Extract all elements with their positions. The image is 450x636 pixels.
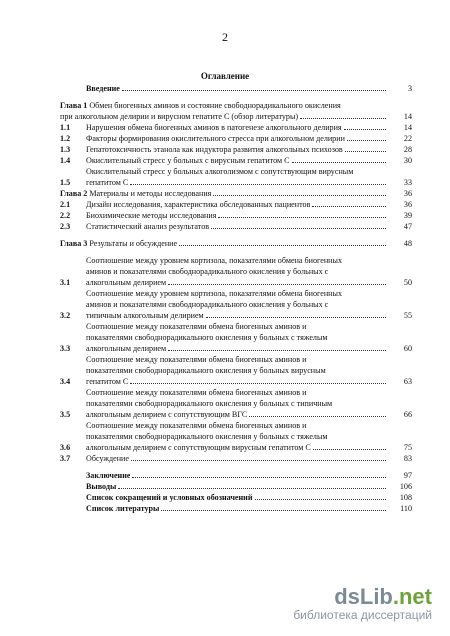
toc-entry-title: Выводы xyxy=(86,482,117,491)
dot-leader xyxy=(122,90,386,91)
dot-leader xyxy=(168,350,386,351)
dot-leader xyxy=(300,118,386,119)
toc-entry-page: 14 xyxy=(403,123,412,132)
chapter-label: Глава 2 xyxy=(60,189,88,198)
toc-entry-title: при алкогольном делирии и вирусном гепатите С (обзор литературы) xyxy=(60,112,299,121)
toc-entry xyxy=(60,210,412,221)
toc-entry-title xyxy=(60,188,211,199)
toc-entry-page: 97 xyxy=(403,471,412,480)
toc-entry-page: 39 xyxy=(403,211,412,220)
toc-entry xyxy=(60,354,412,387)
watermark-logo xyxy=(293,584,432,610)
toc-entry xyxy=(60,122,412,133)
toc-entry-page: 36 xyxy=(403,200,412,209)
watermark-logo-accent: .net xyxy=(392,584,432,609)
toc-entry xyxy=(60,492,412,503)
toc-entry-line: показателями свободнорадикального окисления у больных вирусным xyxy=(86,366,326,375)
toc-entry-number: 1.3 xyxy=(60,145,71,154)
toc-entry-title: Нарушения обмена биогенных аминов в патогенезе алкогольного делирия xyxy=(86,123,342,132)
toc-entry-line: аминов и показателями свободнорадикального окисления у больных с xyxy=(86,267,329,276)
toc-entry-line: показателями свободнорадикального окисления у больных с типичным xyxy=(86,399,333,408)
toc-entry-page: 110 xyxy=(400,504,412,513)
toc-entry-title: Дизайн исследования, характеристика обследованных пациентов xyxy=(86,200,311,209)
toc-entry-page: 108 xyxy=(399,493,412,502)
toc-entry-page: 106 xyxy=(399,482,412,491)
toc-entry-title: алкогольным делирием с сопутствующим ВГС xyxy=(86,410,248,419)
toc-entry xyxy=(60,470,412,481)
toc-entry-title: алкогольным делирием xyxy=(86,278,167,287)
toc-entry xyxy=(60,481,412,492)
watermark-subtitle: библиотека диссертаций xyxy=(293,608,432,622)
toc-entry-number: 1.4 xyxy=(60,156,71,165)
toc-entry-line: Соотношение между показателями обмена биогенных аминов и xyxy=(86,388,307,397)
toc-entry-number: 1.2 xyxy=(60,134,71,143)
dot-leader xyxy=(168,284,386,285)
toc-entry-page: 75 xyxy=(403,443,412,452)
chapter-title: Результаты и обсуждение xyxy=(87,239,178,248)
watermark-logo-main: dsLib xyxy=(334,584,393,609)
toc-entry xyxy=(60,133,412,144)
dot-leader xyxy=(130,383,386,384)
dot-leader xyxy=(255,499,387,500)
table-of-contents xyxy=(60,83,412,514)
toc-entry-page: 3 xyxy=(407,84,412,93)
toc-entry-number: 3.2 xyxy=(60,311,71,320)
chapter-title: Обмен биогенных аминов и состояние свободнорадикального окисления xyxy=(87,101,341,110)
toc-entry xyxy=(60,199,412,210)
dot-leader xyxy=(347,140,386,141)
toc-entry-page: 66 xyxy=(403,410,412,419)
toc-entry xyxy=(60,321,412,354)
toc-entry-page: 50 xyxy=(403,278,412,287)
toc-title: Оглавление xyxy=(200,71,250,81)
toc-entry-title: Гепатотоксичность этанола как индуктора развития алкогольных психозов xyxy=(86,145,343,154)
toc-entry-number: 3.3 xyxy=(60,344,71,353)
toc-entry-title: Заключение xyxy=(86,471,131,480)
toc-entry xyxy=(60,83,412,94)
toc-entry-number: 1.5 xyxy=(60,178,71,187)
toc-entry-page: 28 xyxy=(403,145,412,154)
toc-entry-title: алкогольным делирием с сопутствующим вирусным гепатитом С xyxy=(86,443,311,452)
toc-entry-page: 55 xyxy=(403,311,412,320)
toc-entry-page: 48 xyxy=(403,239,412,248)
toc-entry-title: Список сокращений и условных обозначений xyxy=(86,493,253,502)
toc-entry xyxy=(60,255,412,288)
toc-entry-page: 22 xyxy=(403,134,412,143)
toc-entry-page: 30 xyxy=(403,156,412,165)
toc-entry-number: 3.4 xyxy=(60,377,71,386)
dot-leader xyxy=(161,510,386,511)
toc-entry-number: 2.2 xyxy=(60,211,71,220)
dot-leader xyxy=(206,317,386,318)
dot-leader xyxy=(312,206,386,207)
toc-entry xyxy=(60,238,412,249)
toc-entry-line: Соотношение между показателями обмена биогенных аминов и xyxy=(86,421,307,430)
toc-entry-title: Статистический анализ результатов xyxy=(86,222,210,231)
toc-entry xyxy=(60,144,412,155)
chapter-label: Глава 3 xyxy=(60,239,88,248)
toc-entry-page: 83 xyxy=(403,454,412,463)
toc-entry-title: Обсуждение xyxy=(86,454,129,463)
dot-leader xyxy=(131,460,386,461)
dot-leader xyxy=(132,477,386,478)
dot-leader xyxy=(130,184,386,185)
page-number: 2 xyxy=(222,30,228,44)
toc-entry xyxy=(60,221,412,232)
chapter-label: Глава 1 xyxy=(60,101,88,110)
toc-entry xyxy=(60,420,412,453)
toc-entry-line: показателями свободнорадикального окисления у больных с тяжелым xyxy=(86,333,328,342)
toc-entry-number: 3.7 xyxy=(60,454,71,463)
toc-entry-title: Факторы формирования окислительного стресса при алкогольном делирии xyxy=(86,134,345,143)
toc-entry-number: 3.5 xyxy=(60,410,71,419)
toc-entry-page: 63 xyxy=(403,377,412,386)
toc-entry-line xyxy=(60,100,412,111)
toc-entry xyxy=(60,100,412,122)
toc-entry-title: гепатитом С xyxy=(86,377,129,386)
dot-leader xyxy=(213,195,386,196)
toc-entry-title: Биохимические методы исследования xyxy=(86,211,217,220)
dot-leader xyxy=(292,162,386,163)
toc-entry-number: 3.6 xyxy=(60,443,71,452)
toc-entry-title: алкогольным делирием xyxy=(86,344,167,353)
toc-entry-page: 60 xyxy=(403,344,412,353)
toc-entry-number: 3.1 xyxy=(60,278,71,287)
dot-leader xyxy=(249,416,386,417)
toc-entry-page: 36 xyxy=(403,189,412,198)
toc-entry xyxy=(60,503,412,514)
toc-entry-title: Введение xyxy=(86,84,120,93)
toc-entry-number: 2.1 xyxy=(60,200,71,209)
toc-entry-line: Соотношение между уровнем кортизола, показателями обмена биогенных xyxy=(86,289,342,298)
toc-entry xyxy=(60,188,412,199)
toc-entry xyxy=(60,155,412,166)
toc-entry-number: 1.1 xyxy=(60,123,71,132)
toc-entry xyxy=(60,387,412,420)
dot-leader xyxy=(211,228,386,229)
toc-entry xyxy=(60,453,412,464)
toc-entry-title: гепатитом С xyxy=(86,178,129,187)
toc-entry-title: типичным алкогольным делирием xyxy=(86,311,204,320)
dot-leader xyxy=(118,488,386,489)
toc-entry-line: Соотношение между показателями обмена биогенных аминов и xyxy=(86,355,307,364)
toc-entry-title: Список литературы xyxy=(86,504,160,513)
toc-entry xyxy=(60,288,412,321)
toc-entry-line: Соотношение между уровнем кортизола, показателями обмена биогенных xyxy=(86,256,342,265)
toc-entry-line: показателями свободнорадикального окисления у больных с тяжелым xyxy=(86,432,328,441)
dot-leader xyxy=(218,217,386,218)
dot-leader xyxy=(345,151,386,152)
dot-leader xyxy=(179,245,386,246)
dslib-watermark xyxy=(293,584,432,622)
toc-entry-page: 33 xyxy=(403,178,412,187)
toc-entry-line: аминов и показателями свободнорадикального окисления у больных с xyxy=(86,300,329,309)
toc-entry-line: Окислительный стресс у больных алкоголизмом с сопутствующим вирусным xyxy=(86,167,354,176)
toc-entry xyxy=(60,166,412,188)
toc-entry-number: 2.3 xyxy=(60,222,71,231)
chapter-title: Материалы и методы исследования xyxy=(87,189,212,198)
dot-leader xyxy=(313,449,386,450)
toc-entry-title: Окислительный стресс у больных с вирусным гепатитом С xyxy=(86,156,290,165)
toc-entry-page: 14 xyxy=(403,112,412,121)
toc-entry-page: 47 xyxy=(403,222,412,231)
dot-leader xyxy=(344,129,386,130)
toc-entry-title xyxy=(60,238,177,249)
toc-entry-line: Соотношение между показателями обмена биогенных аминов и xyxy=(86,322,307,331)
